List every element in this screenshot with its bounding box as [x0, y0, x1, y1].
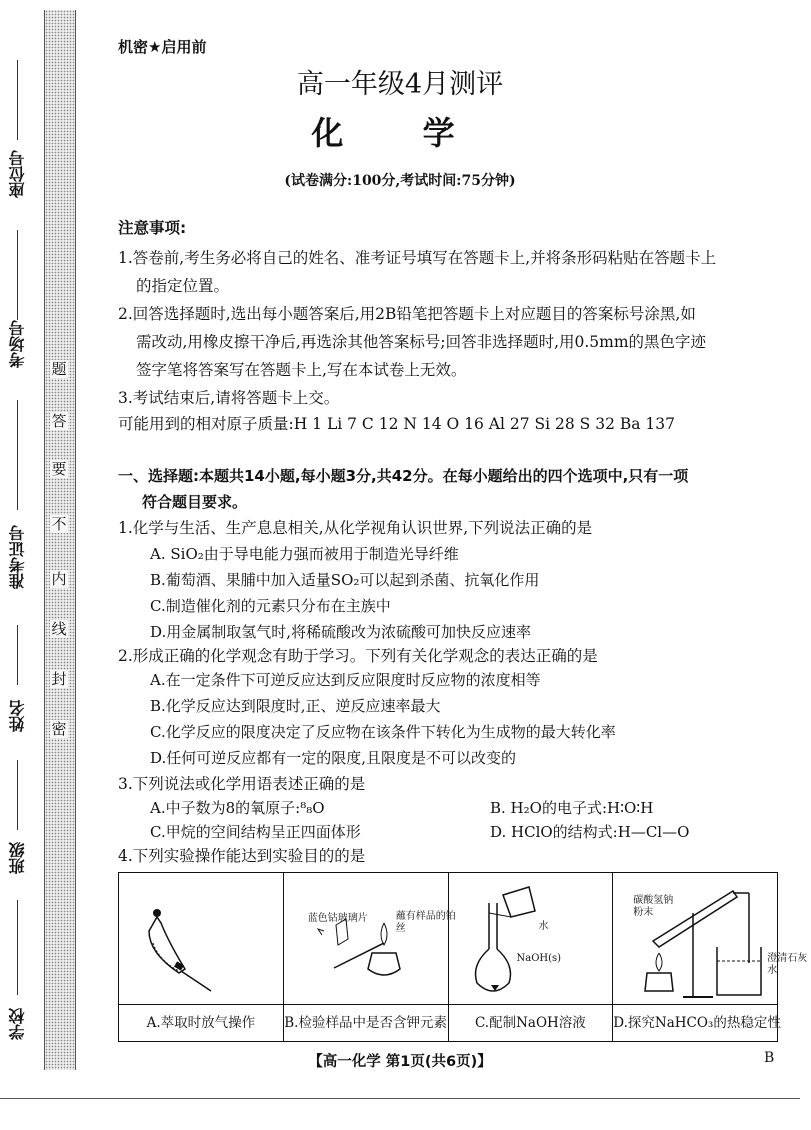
seal-char: 密: [51, 720, 67, 738]
q3-option-a: A.中子数为8的氧原子:⁸₈O: [150, 799, 325, 817]
exam-room-label: 考场号: [8, 320, 27, 368]
experiment-d-cell: [613, 873, 808, 1041]
q1-option-b: B.葡萄酒、果脯中加入适量SO₂可以起到杀菌、抗氧化作用: [150, 571, 540, 589]
note-2: 2.回答选择题时,选出每小题答案后,用2B铅笔把答题卡上对应题目的答案标号涂黑,如: [118, 305, 696, 323]
note-2-cont: 签字笔将答案写在答题卡上,写在本试卷上无效。: [136, 361, 467, 379]
note-2-cont: 需改动,用橡皮擦干净后,再选涂其他答案标号;回答非选择题时,用0.5mm的黑色字迹: [136, 333, 707, 351]
water-label: 水: [538, 921, 549, 932]
sodium-bicarbonate-label: 碳酸氢钠粉末: [633, 895, 674, 918]
class-label: 班级: [8, 842, 27, 874]
q3-option-d: D. HClO的结构式:H—Cl—O: [490, 823, 690, 841]
admission-number-label: 准考证号: [8, 525, 27, 589]
q1-option-a: A. SiO₂由于导电能力强而被用于制造光导纤维: [150, 545, 459, 563]
fill-line: [17, 900, 18, 995]
seal-char: 答: [51, 412, 67, 430]
section-heading-cont: 符合题目要求。: [142, 493, 248, 511]
q2-option-a: A.在一定条件下可逆反应达到反应限度时反应物的浓度相等: [150, 671, 541, 689]
seal-strip: [44, 10, 76, 1070]
fill-line: [17, 625, 18, 685]
page-footer: 【高一化学 第1页(共6页)】: [308, 1054, 492, 1070]
exam-info: (试卷满分:100分,考试时间:75分钟): [284, 173, 516, 189]
experiment-b-cell: [284, 873, 456, 1041]
cobalt-glass-label: 蓝色钴玻璃片: [307, 913, 368, 924]
q3-stem: 3.下列说法或化学用语表述正确的是: [118, 775, 366, 793]
school-label: 学校: [8, 1008, 27, 1040]
subject-title: 化 学: [311, 114, 489, 152]
seal-char: 内: [51, 570, 67, 588]
experiment-table: [118, 872, 808, 1042]
q3-option-c: C.甲烷的空间结构呈正四面体形: [150, 823, 361, 841]
flame-test-figure: [284, 873, 464, 1003]
section-heading: 一、选择题:本题共14小题,每小题3分,共42分。在每小题给出的四个选项中,只有一项: [118, 467, 689, 485]
experiment-d-caption: D.探究NaHCO₃的热稳定性: [613, 1004, 777, 1041]
paper-code: B: [764, 1050, 775, 1066]
seal-char: 封: [51, 670, 67, 688]
separatory-funnel-figure: [119, 873, 257, 1003]
seal-char: 要: [51, 460, 67, 478]
binding-margin: [0, 0, 44, 1070]
note-3: 3.考试结束后,请将答题卡上交。: [118, 389, 340, 407]
volumetric-flask-figure: [449, 873, 587, 1003]
note-1-cont: 的指定位置。: [136, 277, 230, 295]
fill-line: [17, 760, 18, 830]
notes-heading: 注意事项:: [118, 219, 187, 237]
q2-stem: 2.形成正确的化学观念有助于学习。下列有关化学观念的表达正确的是: [118, 647, 598, 665]
limewater-label: 澄清石灰水: [767, 953, 808, 976]
seal-char: 不: [51, 515, 67, 533]
note-1: 1.答卷前,考生务必将自己的姓名、准考证号填写在答题卡上,并将条形码粘贴在答题卡上: [118, 249, 717, 267]
seal-char: 题: [51, 360, 67, 378]
seal-char: 线: [51, 620, 67, 638]
experiment-b-caption: B.检验样品中是否含钾元素: [284, 1004, 448, 1041]
exam-title: 高一年级4月测评: [296, 69, 504, 100]
experiment-c-caption: C.配制NaOH溶液: [449, 1004, 613, 1041]
q1-option-c: C.制造催化剂的元素只分布在主族中: [150, 597, 391, 615]
q4-stem: 4.下列实验操作能达到实验目的的是: [118, 847, 366, 865]
experiment-a-caption: A.萃取时放气操作: [119, 1004, 283, 1041]
experiment-a-cell: [119, 873, 284, 1041]
fill-line: [17, 230, 18, 320]
fill-line: [17, 400, 18, 510]
name-label: 姓名: [8, 700, 27, 732]
bottom-rule: [0, 1098, 800, 1099]
q2-option-c: C.化学反应的限度决定了反应物在该条件下转化为生成物的最大转化率: [150, 723, 616, 741]
q1-stem: 1.化学与生活、生产息息相关,从化学视角认识世界,下列说法正确的是: [118, 519, 593, 537]
confidential-mark: 机密★启用前: [118, 38, 207, 56]
seat-number-label: 座位号: [8, 150, 27, 198]
atomic-masses: 可能用到的相对原子质量:H 1 Li 7 C 12 N 14 O 16 Al 27 Si 28 S 32 Ba 137: [118, 415, 676, 433]
q1-option-d: D.用金属制取氢气时,将稀硫酸改为浓硫酸可加快反应速率: [150, 623, 532, 641]
thermal-decomposition-figure: [613, 873, 811, 1003]
experiment-c-cell: [449, 873, 614, 1041]
q3-option-b: B. H₂O的电子式:H∶O∶H: [490, 799, 654, 817]
q2-option-b: B.化学反应达到限度时,正、逆反应速率最大: [150, 697, 441, 715]
platinum-wire-label: 蘸有样品的铂丝: [395, 911, 456, 934]
q2-option-d: D.任何可逆反应都有一定的限度,且限度是不可以改变的: [150, 749, 517, 767]
naoh-label: NaOH(s): [516, 953, 562, 964]
